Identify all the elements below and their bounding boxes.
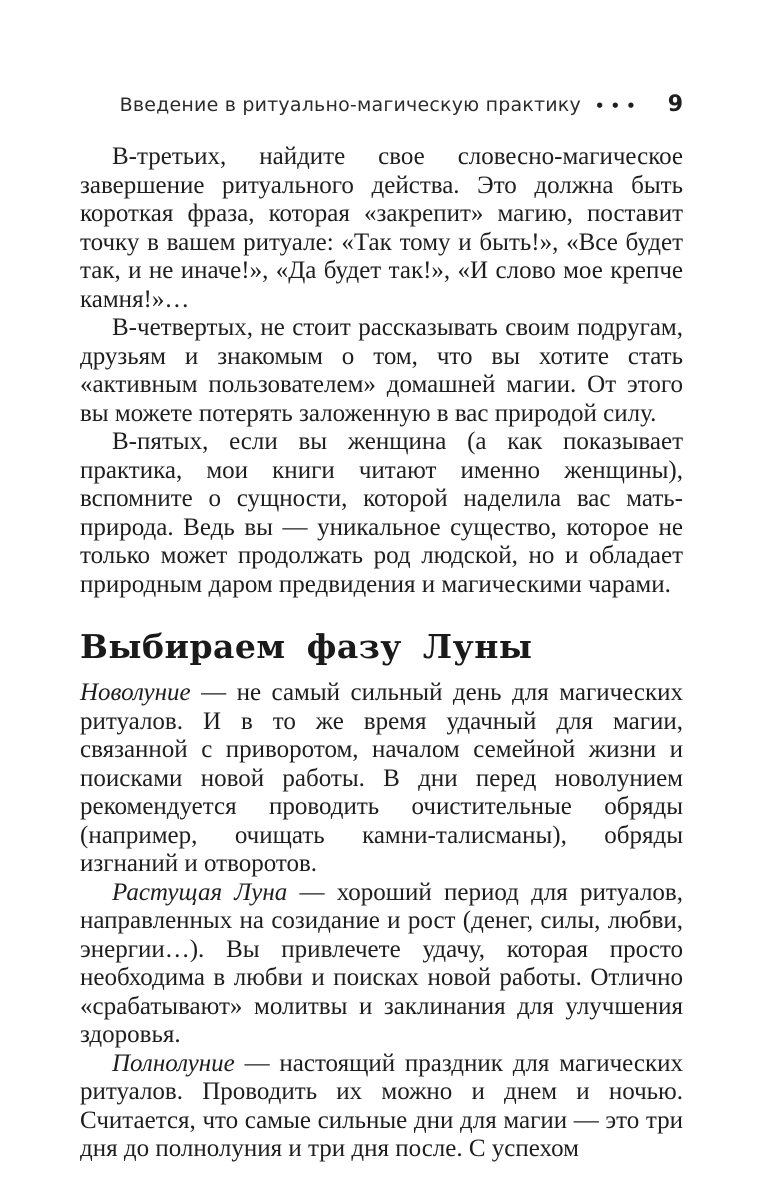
paragraph-text: — хороший период для ритуалов, направленных на созидание и рост (денег, силы, любви, энергии…). Вы привлечете удачу, которая просто необходима в любви и поисках новой работы. Отлично «срабатывают» молитвы и заклинания для улучшения здоровья. bbox=[80, 878, 683, 1048]
page-text-block bbox=[80, 143, 683, 1164]
paragraph-text: — не самый сильный день для магических ритуалов. И в то же время удачный для магии, связанной с приворотом, началом семейной жизни и поисками новой работы. В дни перед новолунием рекомендуется проводить очистительные обряды (например, очищать камни-талисманы), обряды изгнаний и отворотов. bbox=[80, 679, 683, 877]
paragraph-v-chetvertykh: В-четвертых, не стоит рассказывать своим подругам, друзьям и знакомым о том, что вы хотите стать «активным пользователем» домашней магии. От этого вы можете потерять заложенную в вас природой силу. bbox=[80, 314, 683, 427]
header-separator-dots: ••• bbox=[594, 97, 642, 115]
paragraph-v-pyatykh: В-пятых, если вы женщина (а как показывает практика, мои книги читают именно женщины), вспомните о сущности, которой наделила вас мать-природа. Ведь вы — уникальное существо, которое не только может продолжать род людской, но и обладает природным даром предвидения и магическими чарами. bbox=[80, 428, 683, 598]
paragraph-lead-polnolunie: Полнолуние bbox=[112, 1049, 235, 1077]
paragraph-polnolunie bbox=[80, 1050, 683, 1164]
paragraph-lead-rastushchaya-luna: Растущая Луна bbox=[112, 878, 288, 906]
section-heading: Выбираем фазу Луны bbox=[80, 627, 533, 666]
running-header bbox=[80, 92, 683, 117]
paragraph-lead-novolunie: Новолуние bbox=[80, 679, 191, 706]
paragraph-text: — настоящий праздник для магических ритуалов. Проводить их можно и днем и ночью. Считается, что самые сильные дни для магии — это три дня до полнолуния и три дня после. С успехом bbox=[80, 1049, 683, 1162]
paragraph-novolunie bbox=[80, 679, 683, 879]
paragraph-rastushchaya-luna bbox=[80, 879, 683, 1050]
running-title: Введение в ритуально-магическую практику bbox=[119, 94, 581, 116]
page-number: 9 bbox=[667, 92, 683, 117]
paragraph-v-tretikh: В-третьих, найдите свое словесно-магическое завершение ритуального действа. Это должна быть короткая фраза, которая «закрепит» магию, поставит точку в вашем ритуале: «Так тому и быть!», «Все будет так, и не иначе!», «Да будет так!», «И слово мое крепче камня!»… bbox=[80, 143, 683, 313]
